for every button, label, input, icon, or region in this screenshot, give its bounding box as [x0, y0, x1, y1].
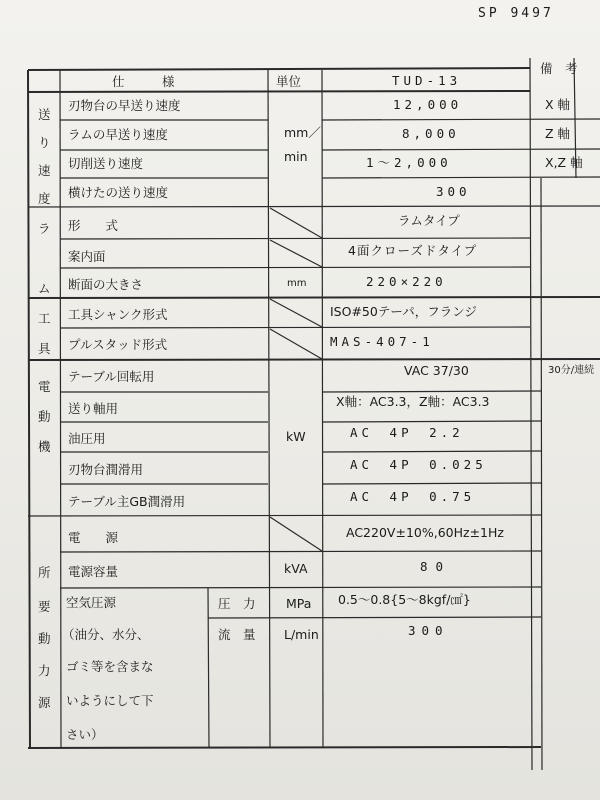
document-code: SP 9497 [478, 6, 554, 21]
power-pressure-label: 圧 力 [218, 596, 256, 611]
group-char-tool-2: 具 [38, 341, 51, 356]
group-char-power-1: 所 [38, 565, 51, 580]
feed-row-2-value: 8,000 [402, 126, 460, 141]
feed-row-2-label: ラムの早送り速度 [68, 127, 168, 142]
power-source-label: 電 源 [68, 530, 119, 545]
power-air-label-line3: ゴミ等を含まな [66, 659, 154, 674]
ram-row-3-label: 断面の大きさ [68, 277, 144, 292]
power-air-label-line5: さい） [66, 727, 104, 742]
group-char-ram-1: ラ [38, 221, 51, 236]
motor-row-5-value: AC 4P 0.75 [350, 489, 476, 504]
group-char-power-4: 力 [38, 663, 51, 678]
feed-row-3-value: 1～2,000 [366, 155, 452, 170]
feed-row-4-value: 300 [436, 184, 471, 199]
motor-row-1-label: テーブル回転用 [68, 369, 155, 384]
tool-row-1-value: ISO#50テーパ，フランジ [330, 304, 477, 319]
group-char-motor-3: 機 [38, 439, 51, 454]
feed-row-2-remark: Z 軸 [545, 126, 571, 141]
power-capacity-label: 電源容量 [68, 564, 119, 579]
header-remarks-label: 備 考 [540, 61, 578, 76]
power-air-label-line4: いようにして下 [66, 693, 154, 708]
power-air-label-line1: 空気圧源 [66, 595, 117, 610]
group-char-power-5: 源 [38, 695, 51, 710]
power-capacity-unit: kVA [284, 561, 308, 576]
power-pressure-unit: MPa [286, 596, 312, 611]
motor-row-3-label: 油圧用 [68, 431, 106, 446]
power-flow-label: 流 量 [218, 627, 256, 642]
feed-unit-line2: min [284, 149, 308, 164]
header-unit-label: 単位 [276, 74, 302, 89]
ram-row-2-value: 4面クローズドタイプ [348, 243, 478, 258]
header-model: TUD-13 [392, 73, 462, 88]
group-char-ram-2: ム [38, 281, 51, 296]
group-char-tool-1: 工 [38, 311, 51, 326]
ram-row-3-unit: mm [287, 278, 307, 289]
feed-row-1-value: 12,000 [393, 97, 463, 112]
group-char-power-3: 動 [38, 631, 51, 646]
motor-row-4-label: 刃物台潤滑用 [68, 462, 144, 477]
motor-row-1-value: VAC 37/30 [404, 363, 469, 378]
group-char-feed-4: 度 [38, 191, 51, 206]
power-flow-unit: L/min [284, 627, 319, 642]
group-char-motor-2: 動 [38, 409, 51, 424]
power-flow-value: 300 [408, 623, 449, 638]
power-air-label-line2: （油分、水分、 [62, 627, 150, 642]
feed-row-4-label: 横けたの送り速度 [68, 185, 169, 200]
ram-row-1-value: ラムタイプ [398, 213, 460, 228]
group-char-motor-1: 電 [38, 379, 51, 394]
group-char-feed-2: り [38, 135, 51, 150]
group-char-power-2: 要 [38, 599, 51, 614]
power-pressure-value: 0.5～0.8{5～8kgf/㎠} [338, 592, 471, 607]
header-spec-label: 仕 様 [112, 74, 175, 89]
motor-unit: kW [286, 429, 306, 444]
motor-row-1-remark: 30分/連続 [548, 365, 595, 376]
motor-row-4-value: AC 4P 0.025 [350, 457, 487, 472]
motor-row-2-label: 送り軸用 [68, 401, 119, 416]
power-capacity-value: 80 [420, 559, 452, 574]
motor-row-2-value: X軸：AC3.3，Z軸：AC3.3 [336, 394, 490, 409]
group-char-feed-3: 速 [38, 163, 51, 178]
feed-unit-line1: mm／ [284, 125, 321, 140]
ram-row-1-label: 形 式 [68, 218, 119, 233]
power-source-value: AC220V±10%,60Hz±1Hz [346, 525, 504, 540]
motor-row-5-label: テーブル主GB潤滑用 [68, 494, 186, 509]
feed-row-1-remark: X 軸 [545, 97, 571, 112]
tool-row-2-label: プルスタッド形式 [68, 337, 168, 352]
tool-row-2-value: MAS-407-1 [330, 334, 434, 349]
tool-row-1-label: 工具シャンク形式 [68, 307, 168, 322]
feed-row-1-label: 刃物台の早送り速度 [68, 98, 181, 113]
feed-row-3-label: 切削送り速度 [68, 156, 144, 171]
group-char-feed-1: 送 [38, 107, 51, 122]
motor-row-3-value: AC 4P 2.2 [350, 425, 464, 440]
ram-row-2-label: 案内面 [68, 249, 106, 264]
feed-row-3-remark: X,Z 軸 [545, 155, 583, 170]
ram-row-3-value: 220×220 [366, 274, 447, 289]
